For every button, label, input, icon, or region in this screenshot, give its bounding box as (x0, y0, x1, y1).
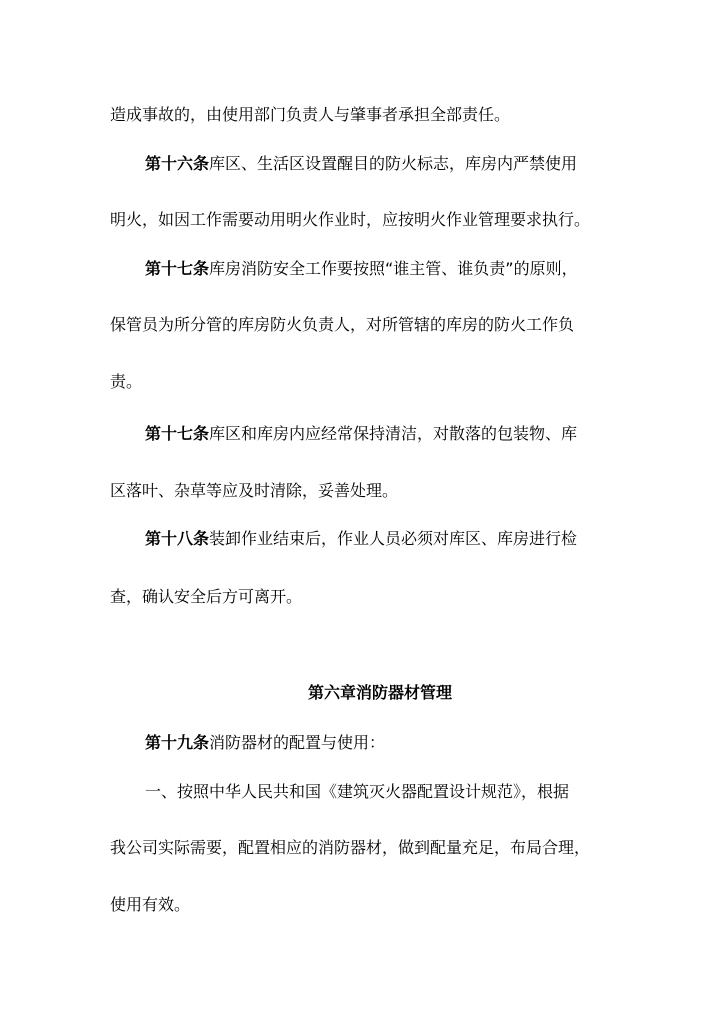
article-17a-line-3: 责。 (110, 372, 143, 391)
article-16-line-2: 明火，如因工作需要动用明火作业时，应按明火作业管理要求执行。 (110, 210, 591, 229)
chapter-title: 第六章消防器材管理 (307, 683, 452, 702)
article-18-line-1 (145, 529, 620, 549)
article-17a-label: 第十七条 (145, 259, 210, 278)
article-18-line-2: 查，确认安全后方可离开。 (110, 587, 303, 606)
article-17b-label: 第十七条 (145, 424, 210, 443)
article-18-text: 装卸作业结束后，作业人员必须对库区、库房进行检 (209, 529, 578, 548)
article-19-text: 消防器材的配置与使用： (209, 733, 386, 752)
article-17a-line-1 (145, 259, 620, 279)
article-17a-text: 库房消防安全工作要按照“谁主管、谁负责”的原则， (209, 259, 578, 278)
article-17a-line-2: 保管员为所分管的库房防火负责人，对所管辖的库房的防火工作负 (110, 315, 575, 334)
item-1-line-3: 使用有效。 (110, 895, 191, 914)
paragraph-line: 造成事故的，由使用部门负责人与肇事者承担全部责任。 (110, 105, 511, 124)
article-19-label: 第十九条 (145, 733, 210, 752)
article-17b-text: 库区和库房内应经常保持清洁，对散落的包装物、库 (209, 424, 578, 443)
article-16-label: 第十六条 (145, 154, 210, 173)
article-16-line-1 (145, 154, 620, 174)
article-17b-line-1 (145, 424, 620, 444)
article-16-text: 库区、生活区设置醒目的防火标志，库房内严禁使用 (209, 154, 578, 173)
item-1-line-2: 我公司实际需要，配置相应的消防器材，做到配量充足，布局合理， (110, 838, 591, 857)
article-19-line-1 (145, 733, 620, 753)
article-18-label: 第十八条 (145, 529, 210, 548)
item-1-line-1: 一、按照中华人民共和国《建筑灭火器配置设计规范》，根据 (145, 782, 570, 801)
article-17b-line-2: 区落叶、杂草等应及时清除，妥善处理。 (110, 481, 399, 500)
